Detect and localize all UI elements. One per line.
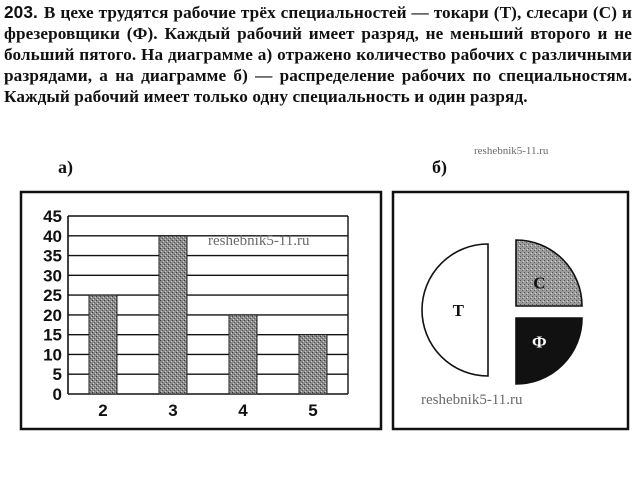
chart-a-label: а) [58,157,73,177]
pie-slice-label: С [533,273,546,293]
y-tick-label: 35 [43,246,62,266]
pie-slice [516,240,582,306]
problem-statement: В цехе трудятся рабочие трёх специальностей — токари (Т), слесари (С) и фрезеровщики (Ф). Каждый рабочий имеет разряд, не меньший второго и не больший пятого. На диаграмме а) отражено количество рабочих с различными разрядами, а на диаграмме б) — распределение рабочих по специальностям. Каждый рабочий имеет только одну специальность и один разряд. [4,3,632,106]
pie-slice [516,318,582,384]
x-tick-label: 3 [168,401,178,420]
y-tick-label: 0 [52,385,62,404]
pie-chart [422,240,582,384]
pie-slice-label: Ф [532,332,547,352]
x-tick-label: 4 [238,401,248,420]
bar [299,335,327,394]
x-tick-label: 5 [308,401,318,420]
chart-b-label: б) [432,157,447,177]
y-tick-label: 10 [43,345,62,365]
y-tick-label: 20 [43,305,62,325]
pie-slice-label: Т [452,301,464,320]
y-tick-label: 15 [43,325,62,345]
bar [159,236,187,394]
y-tick-label: 30 [43,266,62,286]
y-tick-label: 40 [43,226,62,246]
x-tick-label: 2 [98,401,108,420]
watermark: reshebnik5-11.ru [474,145,549,157]
y-tick-label: 45 [43,207,62,226]
watermark: reshebnik5-11.ru [208,233,310,249]
bar [229,315,257,394]
y-tick-label: 5 [52,365,62,385]
bar [89,295,117,394]
watermark: reshebnik5-11.ru [421,392,523,408]
problem-number: 203. [4,2,38,22]
y-tick-label: 25 [43,286,62,306]
